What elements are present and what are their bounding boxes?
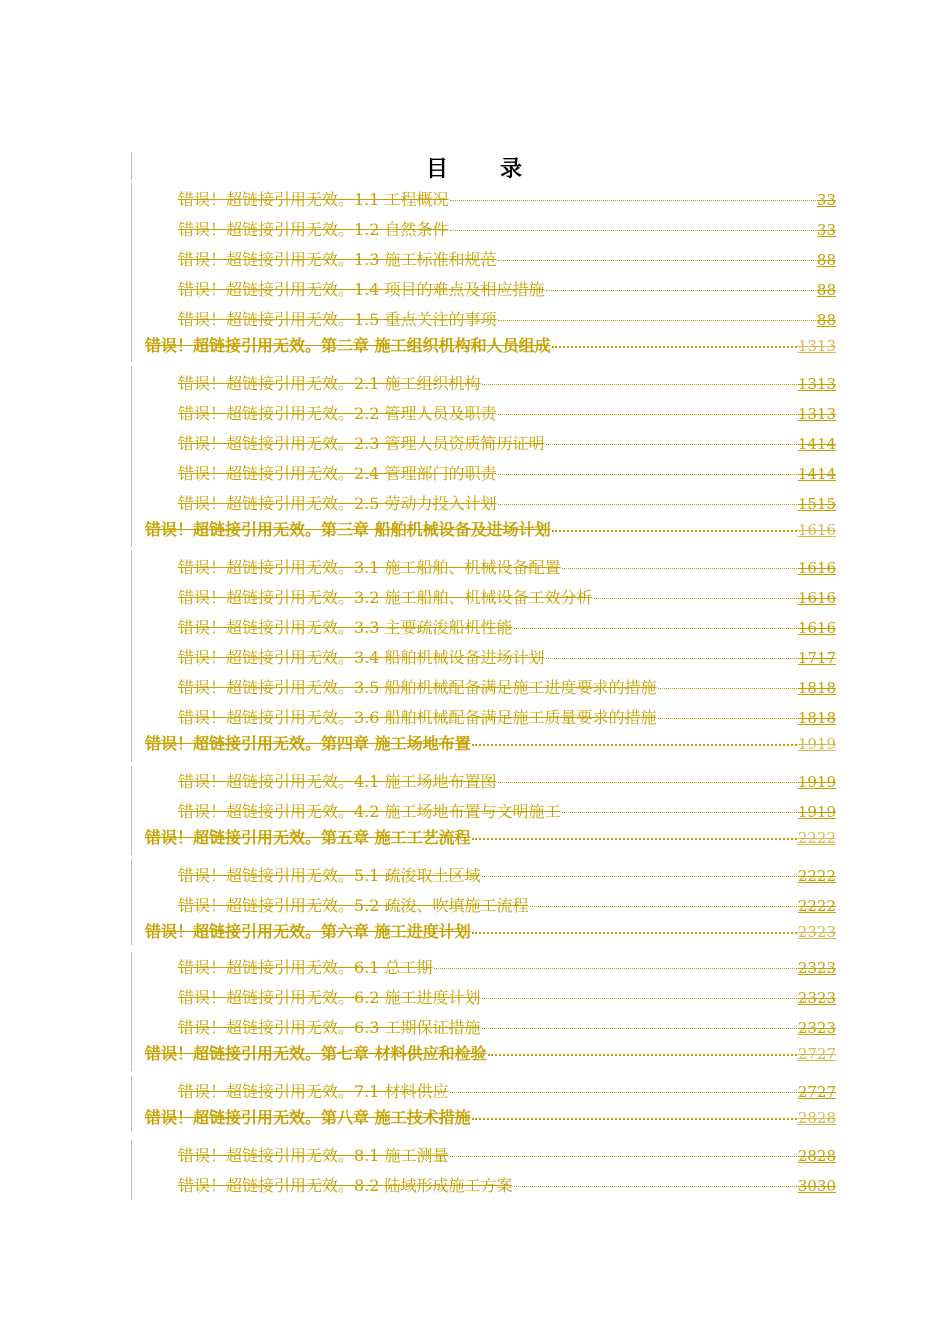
toc-dot-leader <box>546 278 816 291</box>
toc-dot-leader <box>594 586 797 599</box>
toc-page-number[interactable]: 1313 <box>797 405 836 423</box>
toc-page-number[interactable]: 1616 <box>797 521 836 539</box>
toc-entry-title[interactable]: 错误！超链接引用无效。2.4 管理部门的职责 <box>178 464 497 483</box>
toc-section-entry[interactable] <box>178 986 836 1010</box>
toc-dot-leader <box>498 402 797 415</box>
toc-entry-title[interactable]: 错误！超链接引用无效。8.2 陆域形成施工方案 <box>178 1176 513 1195</box>
toc-section-entry[interactable] <box>178 308 836 332</box>
toc-entry-title[interactable]: 错误！超链接引用无效。6.2 施工进度计划 <box>178 988 481 1007</box>
toc-page-number[interactable]: 1919 <box>797 735 836 753</box>
toc-page-number[interactable]: 1414 <box>797 465 836 483</box>
toc-dot-leader <box>482 986 797 999</box>
revision-change-bar <box>131 767 132 855</box>
toc-section-entry[interactable] <box>178 586 836 610</box>
toc-page-number[interactable]: 1313 <box>797 375 836 393</box>
toc-dot-leader <box>498 248 816 261</box>
toc-entry-title[interactable]: 错误！超链接引用无效。2.5 劳动力投入计划 <box>178 494 497 513</box>
toc-page-number[interactable]: 88 <box>816 281 836 299</box>
toc-page-number[interactable]: 1414 <box>797 435 836 453</box>
toc-entry-title[interactable]: 错误！超链接引用无效。4.1 施工场地布置图 <box>178 772 497 791</box>
toc-entry-title[interactable]: 错误！超链接引用无效。3.3 主要疏浚船机性能 <box>178 618 513 637</box>
toc-page-number[interactable]: 1717 <box>797 649 836 667</box>
toc-section-entry[interactable] <box>178 706 836 730</box>
toc-entry-title[interactable]: 错误！超链接引用无效。3.5 船舶机械配备满足施工进度要求的措施 <box>178 678 657 697</box>
toc-section-entry[interactable] <box>178 492 836 516</box>
toc-chapter-entry[interactable] <box>145 920 836 944</box>
toc-entry-title[interactable]: 错误！超链接引用无效。第五章 施工工艺流程 <box>145 828 471 847</box>
toc-dot-leader <box>488 1042 797 1056</box>
toc-page-number[interactable]: 2222 <box>797 867 836 885</box>
toc-section-entry[interactable] <box>178 432 836 456</box>
toc-page-number[interactable]: 1515 <box>797 495 836 513</box>
toc-entry-title[interactable]: 错误！超链接引用无效。8.1 施工测量 <box>178 1146 449 1165</box>
toc-dot-leader <box>552 518 797 532</box>
toc-page-number[interactable]: 1919 <box>797 773 836 791</box>
toc-dot-leader <box>658 676 797 689</box>
toc-entry-title[interactable]: 错误！超链接引用无效。3.4 船舶机械设备进场计划 <box>178 648 545 667</box>
toc-dot-leader <box>514 616 797 629</box>
toc-dot-leader <box>546 646 797 659</box>
revision-change-bar <box>131 952 132 1071</box>
toc-title-char-1: 目 <box>425 156 450 182</box>
toc-page-number[interactable]: 2727 <box>797 1045 836 1063</box>
revision-change-bar <box>131 859 132 945</box>
toc-entry-title[interactable]: 错误！超链接引用无效。第七章 材料供应和检验 <box>145 1044 487 1063</box>
toc-page-number[interactable]: 2828 <box>797 1147 836 1165</box>
toc-entry-title[interactable]: 错误！超链接引用无效。第三章 船舶机械设备及进场计划 <box>145 520 551 539</box>
toc-entry-title[interactable]: 错误！超链接引用无效。2.1 施工组织机构 <box>178 374 481 393</box>
toc-page-number[interactable]: 88 <box>816 251 836 269</box>
toc-dot-leader <box>530 894 797 907</box>
toc-page-number[interactable]: 2222 <box>797 829 836 847</box>
toc-page-number[interactable]: 2323 <box>797 989 836 1007</box>
revision-change-bar <box>131 152 132 180</box>
toc-page-number[interactable]: 2323 <box>797 1019 836 1037</box>
toc-dot-leader <box>472 732 797 746</box>
toc-page-number[interactable]: 1616 <box>797 619 836 637</box>
toc-dot-leader <box>450 1080 797 1093</box>
toc-page-number[interactable]: 3030 <box>797 1177 836 1195</box>
toc-entry-title[interactable]: 错误！超链接引用无效。1.4 项目的难点及相应措施 <box>178 280 545 299</box>
toc-section-entry[interactable] <box>178 864 836 888</box>
toc-page-number[interactable]: 2323 <box>797 959 836 977</box>
toc-dot-leader <box>482 864 797 877</box>
toc-page-number[interactable]: 1616 <box>797 559 836 577</box>
toc-dot-leader <box>498 462 797 475</box>
toc-entry-title[interactable]: 错误！超链接引用无效。第八章 施工技术措施 <box>145 1108 471 1127</box>
toc-dot-leader <box>658 706 797 719</box>
toc-entry-title[interactable]: 错误！超链接引用无效。6.1 总工期 <box>178 958 433 977</box>
toc-entry-title[interactable]: 错误！超链接引用无效。第二章 施工组织机构和人员组成 <box>145 336 551 355</box>
toc-dot-leader <box>498 770 797 783</box>
toc-entry-title[interactable]: 错误！超链接引用无效。第六章 施工进度计划 <box>145 922 471 941</box>
toc-entry-title[interactable]: 错误！超链接引用无效。3.2 施工船舶、机械设备工效分析 <box>178 588 593 607</box>
toc-page-number[interactable]: 2323 <box>797 923 836 941</box>
toc-section-entry[interactable] <box>178 676 836 700</box>
toc-section-entry[interactable] <box>178 646 836 670</box>
toc-chapter-entry[interactable] <box>145 732 836 756</box>
toc-chapter-entry[interactable] <box>145 826 836 850</box>
toc-entry-title[interactable]: 错误！超链接引用无效。7.1 材料供应 <box>178 1082 449 1101</box>
toc-entry-title[interactable]: 错误！超链接引用无效。4.2 施工场地布置与文明施工 <box>178 802 561 821</box>
toc-entry-title[interactable]: 错误！超链接引用无效。1.3 施工标准和规范 <box>178 250 497 269</box>
toc-section-entry[interactable] <box>178 248 836 272</box>
toc-entry-title[interactable]: 错误！超链接引用无效。2.2 管理人员及职责 <box>178 404 497 423</box>
toc-entry-title[interactable]: 错误！超链接引用无效。1.2 自然条件 <box>178 220 449 239</box>
toc-dot-leader <box>472 826 797 840</box>
toc-dot-leader <box>472 920 797 934</box>
toc-section-entry[interactable] <box>178 770 836 794</box>
toc-chapter-entry[interactable] <box>145 1042 836 1066</box>
toc-section-entry[interactable] <box>178 1144 836 1168</box>
toc-section-entry[interactable] <box>178 1080 836 1104</box>
toc-section-entry[interactable] <box>178 1174 836 1198</box>
toc-section-entry[interactable] <box>178 1016 836 1040</box>
revision-change-bar <box>131 367 132 547</box>
toc-title-char-2: 录 <box>500 156 525 182</box>
toc-page-number[interactable]: 1313 <box>797 337 836 355</box>
toc-page-number[interactable]: 1818 <box>797 679 836 697</box>
toc-section-entry[interactable] <box>178 402 836 426</box>
toc-page-number[interactable]: 1919 <box>797 803 836 821</box>
toc-section-entry[interactable] <box>178 218 836 242</box>
toc-entry-title[interactable]: 错误！超链接引用无效。6.3 工期保证措施 <box>178 1018 481 1037</box>
toc-entry-title[interactable]: 错误！超链接引用无效。第四章 施工场地布置 <box>145 734 471 753</box>
toc-section-entry[interactable] <box>178 616 836 640</box>
toc-entry-title[interactable]: 错误！超链接引用无效。5.1 疏浚取土区域 <box>178 866 481 885</box>
toc-section-entry[interactable] <box>178 462 836 486</box>
toc-dot-leader <box>562 556 797 569</box>
toc-section-entry[interactable] <box>178 372 836 396</box>
toc-page-number[interactable]: 2828 <box>797 1109 836 1127</box>
toc-section-entry[interactable] <box>178 188 836 212</box>
toc-dot-leader <box>514 1174 797 1187</box>
toc-page-number[interactable]: 88 <box>816 311 836 329</box>
toc-page-number[interactable]: 2727 <box>797 1083 836 1101</box>
toc-chapter-entry[interactable] <box>145 334 836 358</box>
toc-entry-title[interactable]: 错误！超链接引用无效。1.1 工程概况 <box>178 190 449 209</box>
revision-change-bar <box>131 551 132 762</box>
toc-dot-leader <box>562 800 797 813</box>
toc-entry-title[interactable]: 错误！超链接引用无效。5.2 疏浚、吹填施工流程 <box>178 896 529 915</box>
toc-dot-leader <box>450 188 816 201</box>
toc-dot-leader <box>450 1144 797 1157</box>
revision-change-bar <box>131 183 132 362</box>
toc-dot-leader <box>552 334 797 348</box>
toc-dot-leader <box>434 956 797 969</box>
revision-change-bar <box>131 1140 132 1200</box>
toc-entry-title[interactable]: 错误！超链接引用无效。3.1 施工船舶、机械设备配置 <box>178 558 561 577</box>
toc-entry-title[interactable]: 错误！超链接引用无效。1.5 重点关注的事项 <box>178 310 497 329</box>
toc-dot-leader <box>546 432 797 445</box>
toc-page-number[interactable]: 33 <box>816 221 836 239</box>
toc-dot-leader <box>482 1016 797 1029</box>
toc-entry-title[interactable]: 错误！超链接引用无效。2.3 管理人员资质简历证明 <box>178 434 545 453</box>
toc-dot-leader <box>482 372 797 385</box>
toc-dot-leader <box>498 308 816 321</box>
toc-page-number[interactable]: 2222 <box>797 897 836 915</box>
toc-dot-leader <box>472 1106 797 1120</box>
toc-page-number[interactable]: 1818 <box>797 709 836 727</box>
toc-section-entry[interactable] <box>178 956 836 980</box>
revision-change-bar <box>131 1076 132 1131</box>
toc-section-entry[interactable] <box>178 556 836 580</box>
toc-dot-leader <box>450 218 816 231</box>
toc-chapter-entry[interactable] <box>145 518 836 542</box>
toc-page-number[interactable]: 1616 <box>797 589 836 607</box>
toc-dot-leader <box>498 492 797 505</box>
toc-section-entry[interactable] <box>178 278 836 302</box>
toc-section-entry[interactable] <box>178 894 836 918</box>
toc-page-number[interactable]: 33 <box>816 191 836 209</box>
toc-title <box>0 152 950 182</box>
toc-chapter-entry[interactable] <box>145 1106 836 1130</box>
toc-entry-title[interactable]: 错误！超链接引用无效。3.6 船舶机械配备满足施工质量要求的措施 <box>178 708 657 727</box>
toc-section-entry[interactable] <box>178 800 836 824</box>
